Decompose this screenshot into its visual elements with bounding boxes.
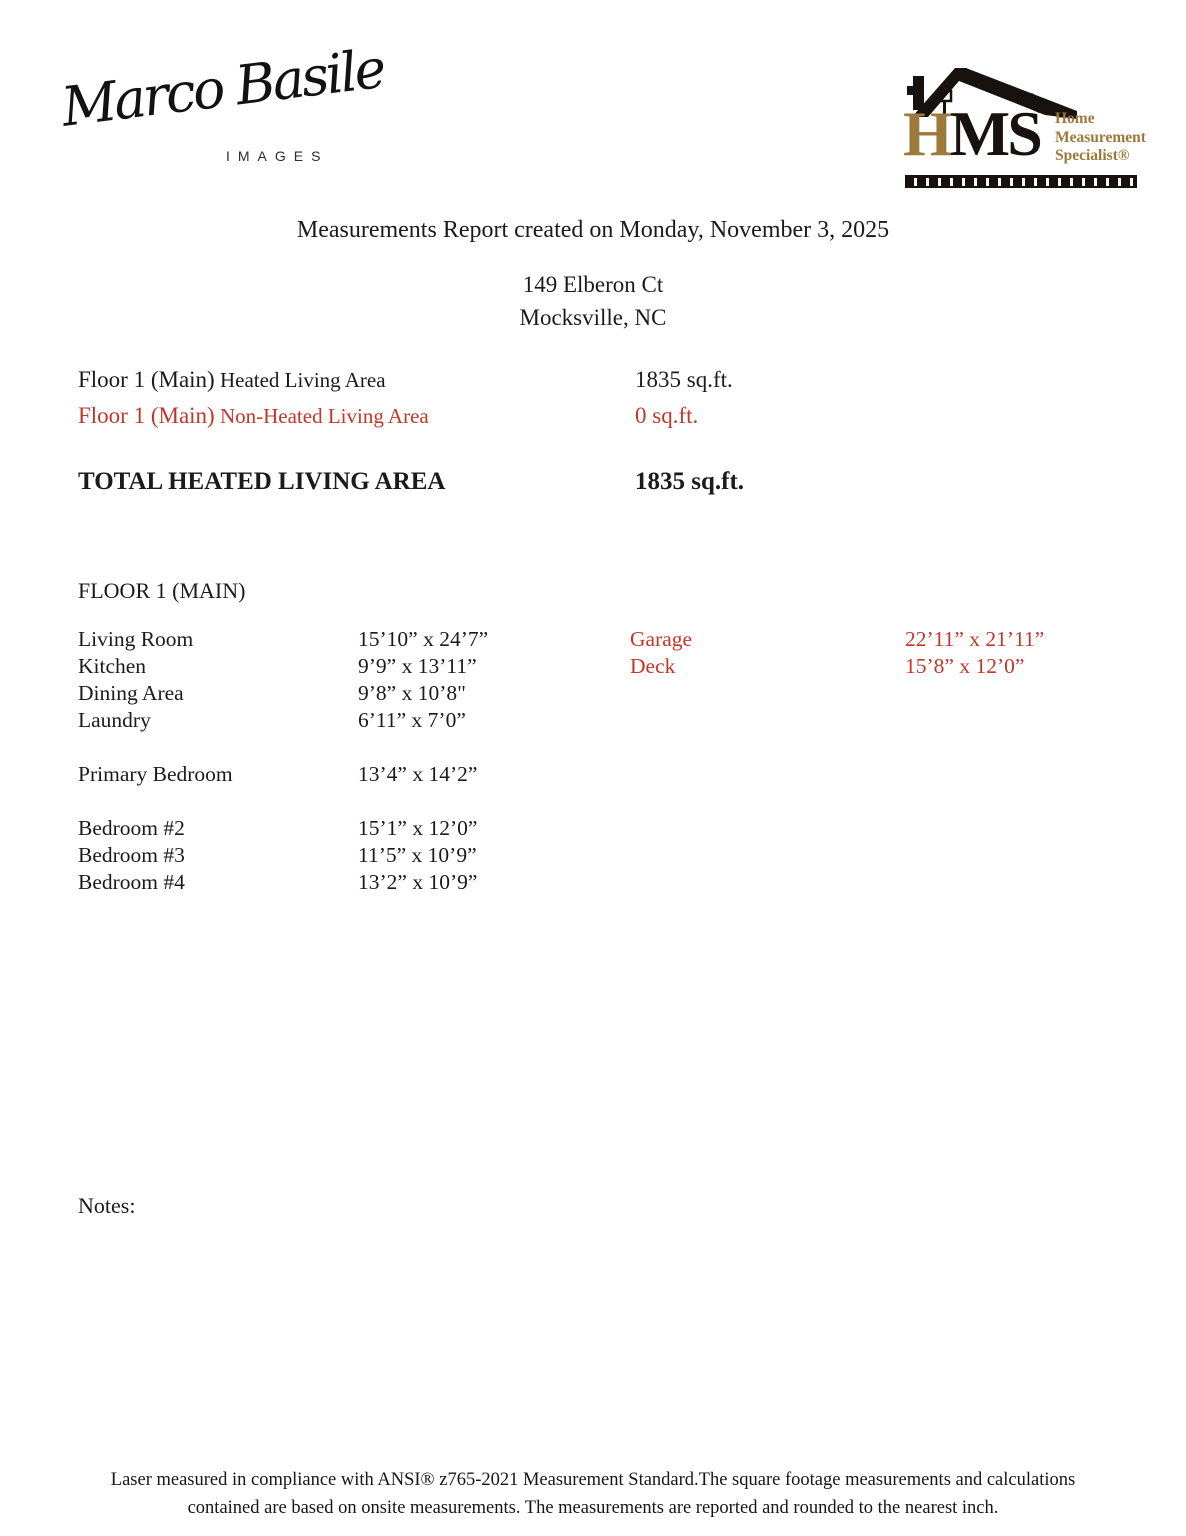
hms-letter-h: H	[903, 98, 950, 169]
room-name: Primary Bedroom	[78, 762, 233, 786]
room-dimensions: 13’4” x 14’2”	[358, 762, 478, 786]
photographer-signature: Marco Basile	[58, 36, 387, 139]
hms-letters-ms: MS	[949, 98, 1040, 169]
exterior-room-name: Garage	[630, 627, 693, 651]
room-dimensions: 11’5” x 10’9”	[358, 843, 477, 867]
photographer-logo	[58, 36, 387, 203]
compliance-footer-line: contained are based on onsite measurements. The measurements are reported and rounded to the nearest inch.	[187, 1498, 999, 1518]
hms-logo	[903, 66, 1146, 190]
room-dimensions: 15’10” x 24’7”	[358, 627, 489, 651]
area-type-label: Non-Heated Living Area	[214, 404, 429, 428]
address-line-1: 149 Elberon Ct	[522, 272, 664, 297]
photographer-logo-subtext: IMAGES	[226, 148, 329, 164]
report-title: Measurements Report created on Monday, November 3, 2025	[296, 217, 890, 243]
address-line-2: Mocksville, NC	[519, 305, 667, 330]
heated-area-label	[78, 367, 386, 393]
room-name: Laundry	[78, 708, 151, 732]
room-dimensions: 15’1” x 12’0”	[358, 816, 478, 840]
exterior-room-dimensions: 22’11” x 21’11”	[905, 627, 1045, 651]
room-dimensions: 6’11” x 7’0”	[358, 708, 466, 732]
compliance-footer-line: Laser measured in compliance with ANSI® z765-2021 Measurement Standard.The square footage measurements and calculations	[110, 1470, 1076, 1490]
non-heated-area-label	[78, 403, 429, 429]
exterior-room-dimensions: 15’8” x 12’0”	[905, 654, 1025, 678]
room-name: Living Room	[78, 627, 194, 651]
floor-section-heading: FLOOR 1 (MAIN)	[78, 578, 246, 603]
notes-label: Notes:	[78, 1193, 136, 1218]
area-type-label: Heated Living Area	[214, 368, 386, 392]
hms-tagline	[1055, 110, 1146, 166]
room-name: Bedroom #4	[78, 870, 185, 894]
measuring-tape-icon	[905, 175, 1137, 188]
hms-tagline-line: Measurement	[1055, 128, 1146, 146]
room-dimensions: 9’9” x 13’11”	[358, 654, 477, 678]
total-heated-area-value: 1835 sq.ft.	[635, 468, 745, 495]
non-heated-area-value: 0 sq.ft.	[635, 403, 699, 428]
compliance-footer	[0, 1466, 1186, 1522]
hms-tagline-line: Home	[1055, 110, 1095, 127]
heated-area-value: 1835 sq.ft.	[635, 367, 733, 392]
room-name: Dining Area	[78, 681, 184, 705]
hms-tagline-line: Specialist®	[1055, 147, 1130, 165]
room-name: Bedroom #3	[78, 843, 185, 867]
room-name: Bedroom #2	[78, 816, 185, 840]
floor-prefix: Floor 1 (Main)	[78, 403, 215, 428]
room-dimensions: 9’8” x 10’8"	[358, 681, 466, 705]
hms-acronym	[903, 98, 1040, 169]
floor-prefix: Floor 1 (Main)	[78, 367, 215, 392]
total-heated-area-label: TOTAL HEATED LIVING AREA	[78, 468, 446, 495]
room-dimensions: 13’2” x 10’9”	[358, 870, 478, 894]
exterior-room-name: Deck	[630, 654, 676, 678]
room-name: Kitchen	[78, 654, 147, 678]
